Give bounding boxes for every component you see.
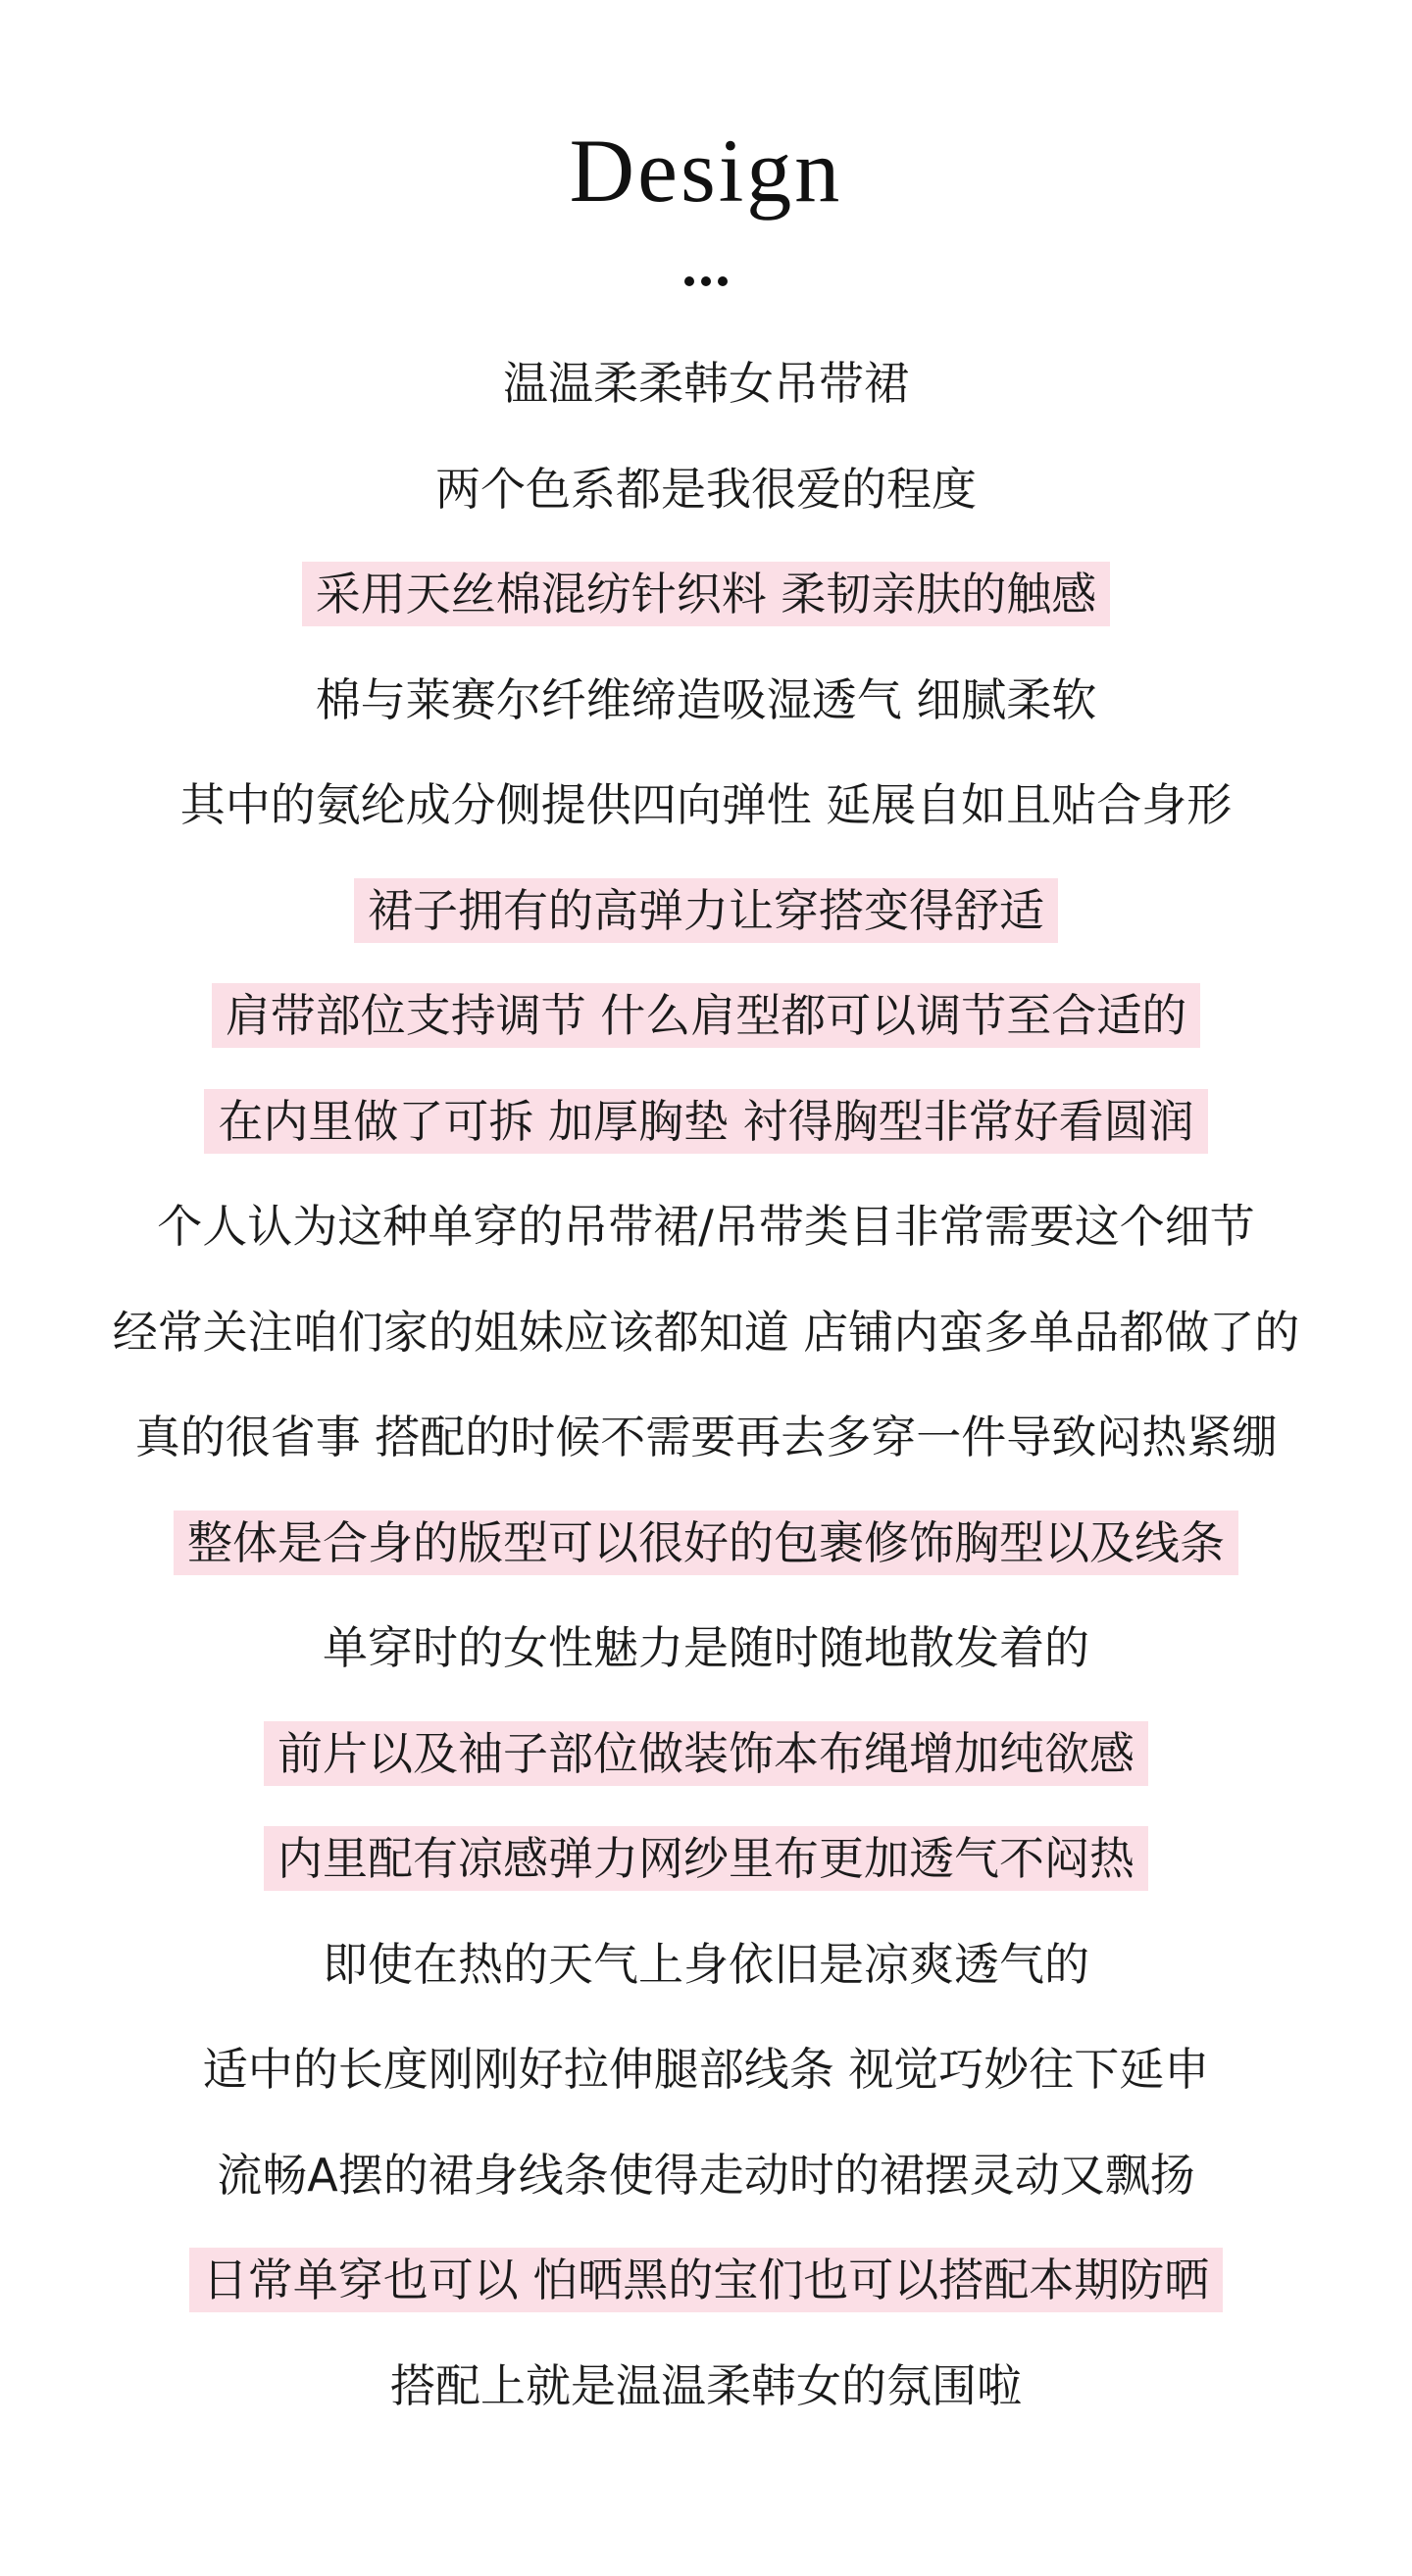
description-line xyxy=(0,1932,1412,2038)
divider-dot xyxy=(684,276,694,286)
line-text: 其中的氨纶成分侧提供四向弹性 延展自如且贴合身形 xyxy=(179,778,1233,831)
description-line xyxy=(0,772,1412,878)
description-line xyxy=(0,1721,1412,1827)
description-lines xyxy=(0,351,1412,2458)
line-text: 整体是合身的版型可以很好的包裹修饰胸型以及线条 xyxy=(174,1511,1238,1575)
description-line xyxy=(0,1089,1412,1195)
line-text: 搭配上就是温温柔韩女的氛围啦 xyxy=(390,2358,1022,2412)
description-line xyxy=(0,878,1412,984)
line-text: 棉与莱赛尔纤维缔造吸湿透气 细腻柔软 xyxy=(315,672,1097,726)
description-line xyxy=(0,1194,1412,1300)
description-line xyxy=(0,983,1412,1089)
divider-dot xyxy=(718,276,728,286)
description-line xyxy=(0,2037,1412,2143)
description-line xyxy=(0,1511,1412,1616)
description-line xyxy=(0,1300,1412,1406)
line-text: 真的很省事 搭配的时候不需要再去多穿一件导致闷热紧绷 xyxy=(134,1411,1278,1463)
line-text: 内里配有凉感弹力网纱里布更加透气不闷热 xyxy=(264,1826,1148,1891)
description-line xyxy=(0,1826,1412,1932)
line-text: 温温柔柔韩女吊带裙 xyxy=(503,357,909,410)
line-text: 适中的长度刚刚好拉伸腿部线条 视觉巧妙往下延申 xyxy=(202,2043,1210,2096)
divider-dot xyxy=(701,276,711,286)
line-text: 经常关注咱们家的姐妹应该都知道 店铺内蛮多单品都做了的 xyxy=(112,1305,1300,1359)
description-line xyxy=(0,1405,1412,1511)
line-text: 裙子拥有的高弹力让穿搭变得舒适 xyxy=(354,878,1058,943)
line-text: 日常单穿也可以 怕晒黑的宝们也可以搭配本期防晒 xyxy=(189,2248,1224,2312)
ellipsis-divider xyxy=(0,276,1412,286)
description-line xyxy=(0,457,1412,563)
line-text: 肩带部位支持调节 什么肩型都可以调节至合适的 xyxy=(212,983,1201,1048)
description-line xyxy=(0,1615,1412,1721)
line-text: 个人认为这种单穿的吊带裙/吊带类目非常需要这个细节 xyxy=(157,1200,1255,1253)
description-line xyxy=(0,351,1412,457)
line-text: 即使在热的天气上身依旧是凉爽透气的 xyxy=(323,1937,1089,1991)
line-text: 在内里做了可拆 加厚胸垫 衬得胸型非常好看圆润 xyxy=(204,1089,1207,1154)
description-line xyxy=(0,668,1412,773)
page-title: Design xyxy=(569,121,843,221)
line-text: 流畅A摆的裙身线条使得走动时的裙摆灵动又飘扬 xyxy=(217,2148,1195,2202)
description-line xyxy=(0,2353,1412,2459)
line-text: 单穿时的女性魅力是随时随地散发着的 xyxy=(323,1621,1089,1674)
description-line xyxy=(0,2143,1412,2249)
description-line xyxy=(0,2248,1412,2353)
line-text: 两个色系都是我很爱的程度 xyxy=(435,462,977,516)
line-text: 前片以及袖子部位做装饰本布绳增加纯欲感 xyxy=(264,1721,1148,1786)
line-text: 采用天丝棉混纺针织料 柔韧亲肤的触感 xyxy=(302,562,1111,626)
description-line xyxy=(0,562,1412,668)
